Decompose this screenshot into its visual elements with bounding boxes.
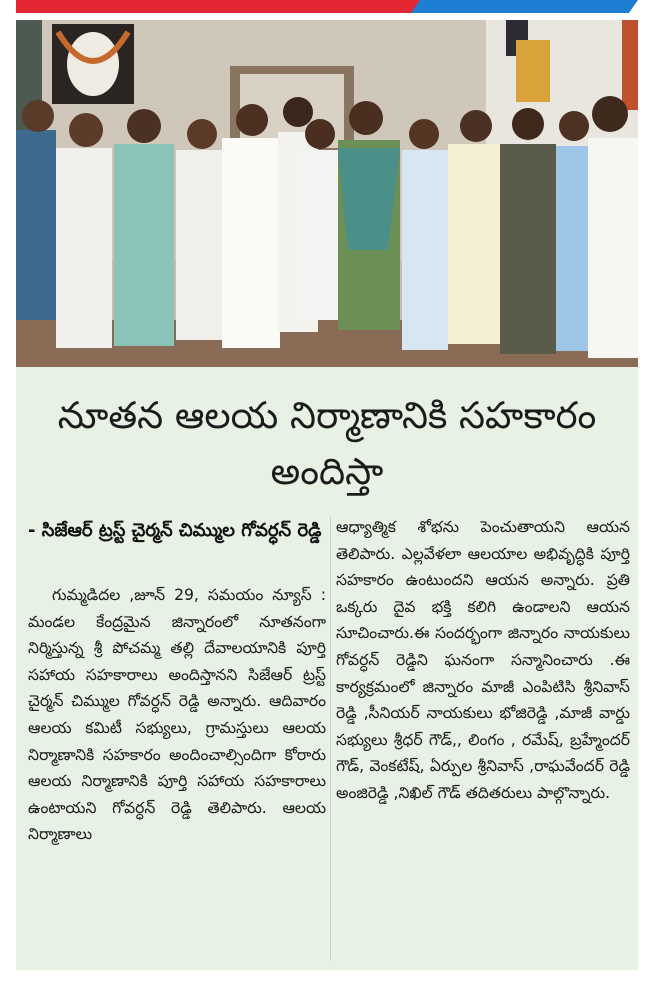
- headline: [16, 388, 638, 500]
- headline-line-2: అందిస్తా: [270, 450, 384, 493]
- subheadline: - సిజేఆర్ ట్రస్ట్ చైర్మన్ చిమ్ముల గోవర్ధన్ రెడ్డి: [28, 520, 322, 541]
- column-divider: [330, 516, 331, 961]
- masthead-blue-stripe: [411, 0, 638, 13]
- headline-line-1: నూతన ఆలయ నిర్మాణానికి సహకారం: [57, 394, 597, 437]
- article-body-right-column: ఆధ్యాత్మిక శోభను పెంచుతాయని ఆయన తెలిపారు. ఎల్లవేళలా ఆలయాల అభివృద్ధికి పూర్తి సహకారం ఉంటుందని ఆయన అన్నారు. ప్రతి ఒక్కరు దైవ భక్తి కలిగి ఉండాలని ఆయన సూచించారు.ఈ సందర్భంగా జిన్నారం నాయకులు గోవర్ధన్ రెడ్డిని ఘనంగా సన్మానించారు .ఈ కార్యక్రమంలో జిన్నారం మాజీ ఎంపిటిసి శ్రీనివాస్ రెడ్డి ,సీనియర్ నాయకులు భోజిరెడ్డి ,మాజీ వార్డు సభ్యులు శ్రీధర్ గౌడ్,, లింగం , రమేష్, బ్రహ్మేందర్ గౌడ్, వెంకటేష్, ఏర్పుల శ్రీనివాస్ ,రాఘవేందర్ రెడ్డి అంజిరెడ్డి ,నిఖిల్ గౌడ్ తదితరులు పాల్గొన్నారు.: [336, 518, 630, 802]
- article-body-left-column: గుమ్మడిదల ,జూన్ 29, సమయం న్యూస్ : మండల కేంద్రమైన జిన్నారంలో నూతనంగా నిర్మిస్తున్న శ్రీ పోచమ్మ తల్లి దేవాలయానికి పూర్తి సహాయ సహకారాలు అందిస్తానని సిజేఆర్ ట్రస్ట్ చైర్మన్ చిమ్ముల గోవర్ధన్ రెడ్డి అన్నారు. ఆదివారం ఆలయ కమిటీ సభ్యులు, గ్రామస్తులు ఆలయ నిర్మాణానికి సహకారం అందించాల్సిందిగా కోరారు ఆలయ నిర్మాణానికి పూర్తి సహాయ సహకారాలు ఉంటాయని గోవర్ధన్ రెడ్డి తెలిపారు. ఆలయ నిర్మాణాలు: [28, 586, 326, 844]
- news-clipping: [16, 20, 638, 970]
- masthead-color-bar: [16, 0, 638, 13]
- group-photo: [16, 20, 638, 367]
- masthead-red-stripe: [16, 0, 436, 13]
